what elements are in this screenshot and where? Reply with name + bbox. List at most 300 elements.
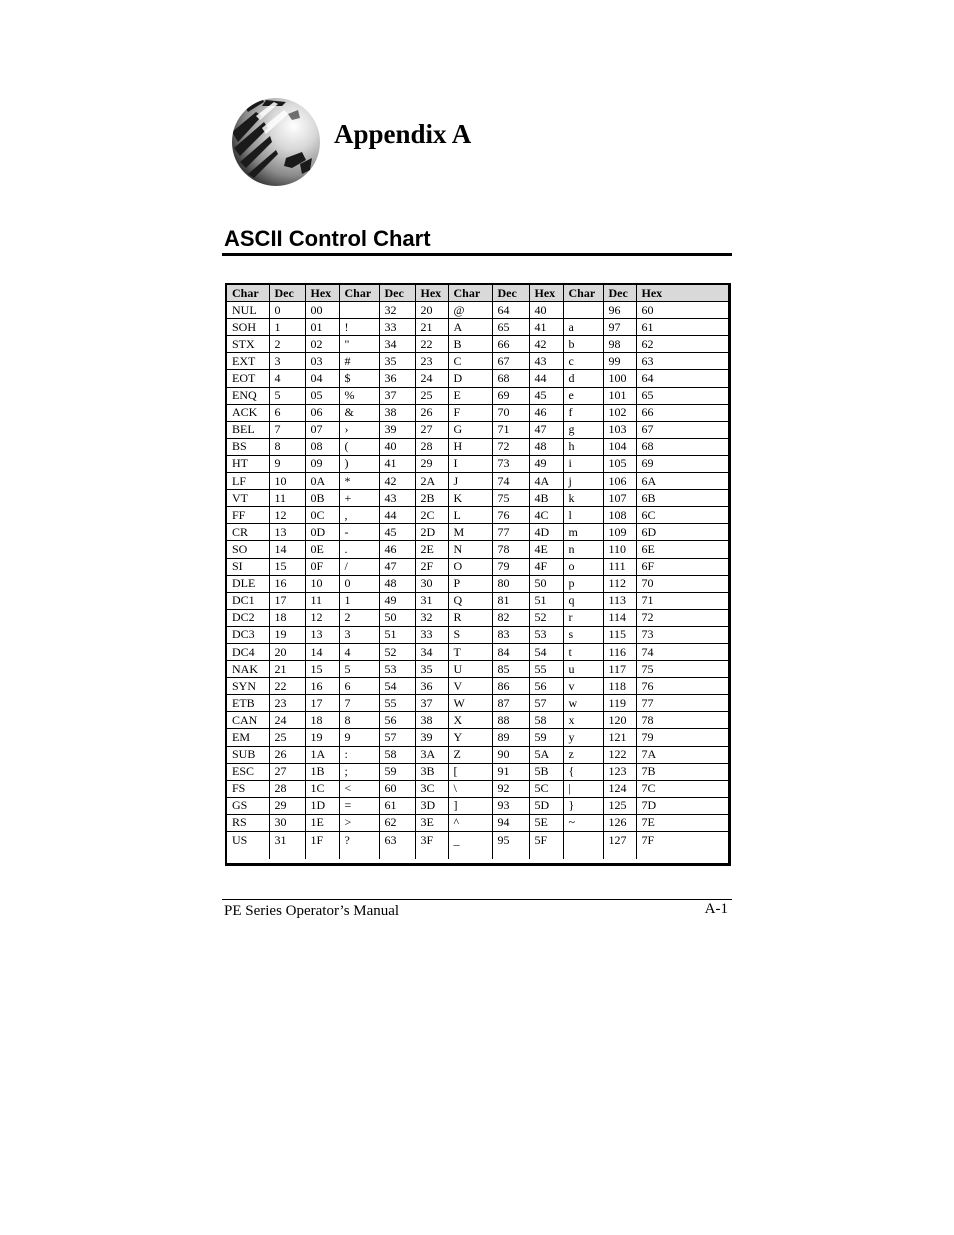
table-header-row xyxy=(227,285,728,302)
table-cell: f xyxy=(563,404,603,421)
table-cell: 102 xyxy=(603,404,636,421)
table-cell: 122 xyxy=(603,746,636,763)
table-cell: ) xyxy=(339,455,379,472)
table-cell: 15 xyxy=(305,661,339,678)
table-cell: 97 xyxy=(603,319,636,336)
table-cell: 4D xyxy=(529,524,563,541)
table-row xyxy=(227,814,728,831)
table-cell: 7F xyxy=(636,832,728,860)
globe-logo-icon xyxy=(226,92,322,188)
table-cell: 6 xyxy=(269,404,305,421)
table-cell: g xyxy=(563,421,603,438)
table-cell: 78 xyxy=(492,541,529,558)
table-cell: 4C xyxy=(529,507,563,524)
table-cell: 103 xyxy=(603,421,636,438)
table-cell: 66 xyxy=(636,404,728,421)
table-cell: V xyxy=(448,678,492,695)
table-cell: 06 xyxy=(305,404,339,421)
table-cell: 57 xyxy=(379,729,415,746)
table-cell: 3 xyxy=(339,626,379,643)
table-cell: 39 xyxy=(379,421,415,438)
table-cell: 76 xyxy=(492,507,529,524)
table-cell: + xyxy=(339,490,379,507)
table-cell: 59 xyxy=(379,763,415,780)
table-cell: 40 xyxy=(529,302,563,319)
table-cell: 119 xyxy=(603,695,636,712)
table-cell: 20 xyxy=(415,302,448,319)
table-cell: 30 xyxy=(415,575,448,592)
table-cell: 34 xyxy=(415,643,448,660)
table-row xyxy=(227,780,728,797)
table-cell: 13 xyxy=(305,626,339,643)
table-row xyxy=(227,609,728,626)
table-row xyxy=(227,729,728,746)
table-cell: 86 xyxy=(492,678,529,695)
table-cell: 0 xyxy=(269,302,305,319)
table-cell: 126 xyxy=(603,814,636,831)
table-cell: › xyxy=(339,421,379,438)
table-cell: 62 xyxy=(636,336,728,353)
table-cell: 55 xyxy=(529,661,563,678)
footer-divider xyxy=(222,899,732,900)
table-cell: 48 xyxy=(379,575,415,592)
table-cell: T xyxy=(448,643,492,660)
table-cell: 6E xyxy=(636,541,728,558)
table-cell: 18 xyxy=(305,712,339,729)
table-cell: 68 xyxy=(492,370,529,387)
table-cell: 75 xyxy=(492,490,529,507)
table-row xyxy=(227,797,728,814)
table-cell: 67 xyxy=(492,353,529,370)
column-header-dec: Dec xyxy=(492,285,529,302)
table-cell: D xyxy=(448,370,492,387)
column-header-dec: Dec xyxy=(379,285,415,302)
table-cell: 61 xyxy=(379,797,415,814)
table-cell: 41 xyxy=(379,455,415,472)
table-cell: / xyxy=(339,558,379,575)
table-cell: LF xyxy=(227,473,269,490)
table-cell: 4 xyxy=(339,643,379,660)
table-cell: 35 xyxy=(379,353,415,370)
table-cell: 80 xyxy=(492,575,529,592)
table-cell: l xyxy=(563,507,603,524)
table-cell: 87 xyxy=(492,695,529,712)
table-cell: 27 xyxy=(415,421,448,438)
table-cell: \ xyxy=(448,780,492,797)
table-cell: d xyxy=(563,370,603,387)
table-cell: 95 xyxy=(492,832,529,860)
table-cell: ; xyxy=(339,763,379,780)
table-cell: * xyxy=(339,473,379,490)
table-cell: 21 xyxy=(269,661,305,678)
table-cell: 46 xyxy=(379,541,415,558)
table-cell: 5A xyxy=(529,746,563,763)
table-cell: 100 xyxy=(603,370,636,387)
table-cell: j xyxy=(563,473,603,490)
table-cell: 73 xyxy=(636,626,728,643)
table-cell: 91 xyxy=(492,763,529,780)
table-cell: 72 xyxy=(492,438,529,455)
table-cell: 32 xyxy=(379,302,415,319)
table-cell: 49 xyxy=(529,455,563,472)
table-row xyxy=(227,387,728,404)
table-cell: 1 xyxy=(339,592,379,609)
table-row xyxy=(227,695,728,712)
table-cell: 03 xyxy=(305,353,339,370)
table-cell: 105 xyxy=(603,455,636,472)
table-cell: p xyxy=(563,575,603,592)
table-cell: 69 xyxy=(492,387,529,404)
column-header-hex: Hex xyxy=(415,285,448,302)
table-cell: 59 xyxy=(529,729,563,746)
table-cell: F xyxy=(448,404,492,421)
table-cell: 6 xyxy=(339,678,379,695)
table-cell: 5B xyxy=(529,763,563,780)
table-cell: 7 xyxy=(339,695,379,712)
table-cell: 15 xyxy=(269,558,305,575)
table-cell: 78 xyxy=(636,712,728,729)
table-cell: 12 xyxy=(269,507,305,524)
table-row xyxy=(227,541,728,558)
table-cell: BEL xyxy=(227,421,269,438)
table-cell: NUL xyxy=(227,302,269,319)
table-cell: q xyxy=(563,592,603,609)
table-cell: 84 xyxy=(492,643,529,660)
table-cell: 31 xyxy=(415,592,448,609)
table-cell: 113 xyxy=(603,592,636,609)
table-cell: 3E xyxy=(415,814,448,831)
table-cell: 28 xyxy=(415,438,448,455)
table-cell: a xyxy=(563,319,603,336)
table-cell: 25 xyxy=(269,729,305,746)
table-cell: DC1 xyxy=(227,592,269,609)
table-cell: @ xyxy=(448,302,492,319)
table-cell: 2 xyxy=(269,336,305,353)
table-cell: 54 xyxy=(379,678,415,695)
table-row xyxy=(227,661,728,678)
table-cell: s xyxy=(563,626,603,643)
table-cell: 5 xyxy=(269,387,305,404)
table-cell: G xyxy=(448,421,492,438)
table-cell: 8 xyxy=(269,438,305,455)
table-cell: 67 xyxy=(636,421,728,438)
table-cell: 33 xyxy=(415,626,448,643)
table-cell: 90 xyxy=(492,746,529,763)
table-cell: 24 xyxy=(415,370,448,387)
table-cell: 110 xyxy=(603,541,636,558)
table-cell: [ xyxy=(448,763,492,780)
table-cell: 1F xyxy=(305,832,339,860)
table-cell: 2 xyxy=(339,609,379,626)
table-cell: 58 xyxy=(529,712,563,729)
table-cell: 34 xyxy=(379,336,415,353)
table-cell: ( xyxy=(339,438,379,455)
table-cell: 48 xyxy=(529,438,563,455)
table-cell: 52 xyxy=(379,643,415,660)
table-cell: 44 xyxy=(529,370,563,387)
table-cell: o xyxy=(563,558,603,575)
table-cell: | xyxy=(563,780,603,797)
table-cell: 70 xyxy=(636,575,728,592)
table-cell: 2C xyxy=(415,507,448,524)
table-cell: v xyxy=(563,678,603,695)
table-row xyxy=(227,473,728,490)
table-cell: K xyxy=(448,490,492,507)
table-cell: 53 xyxy=(379,661,415,678)
table-cell: 6B xyxy=(636,490,728,507)
table-cell: 71 xyxy=(636,592,728,609)
table-row xyxy=(227,558,728,575)
table-cell: 44 xyxy=(379,507,415,524)
table-cell: 2D xyxy=(415,524,448,541)
table-cell: 25 xyxy=(415,387,448,404)
table-cell: 22 xyxy=(269,678,305,695)
table-cell: < xyxy=(339,780,379,797)
table-cell: 57 xyxy=(529,695,563,712)
table-cell xyxy=(563,832,603,860)
table-cell: 6D xyxy=(636,524,728,541)
table-cell: DLE xyxy=(227,575,269,592)
ascii-table-container xyxy=(225,283,731,866)
table-cell: 5 xyxy=(339,661,379,678)
table-cell: 12 xyxy=(305,609,339,626)
page-title: Appendix A xyxy=(334,119,472,149)
table-cell: 27 xyxy=(269,763,305,780)
table-cell: z xyxy=(563,746,603,763)
table-cell: NAK xyxy=(227,661,269,678)
table-cell: 0B xyxy=(305,490,339,507)
table-cell: r xyxy=(563,609,603,626)
table-cell: ? xyxy=(339,832,379,860)
column-header-char: Char xyxy=(563,285,603,302)
table-cell: u xyxy=(563,661,603,678)
table-cell: } xyxy=(563,797,603,814)
table-row xyxy=(227,575,728,592)
table-cell: 104 xyxy=(603,438,636,455)
table-cell: 8 xyxy=(339,712,379,729)
column-header-char: Char xyxy=(448,285,492,302)
table-cell: C xyxy=(448,353,492,370)
table-cell: 69 xyxy=(636,455,728,472)
table-cell: 92 xyxy=(492,780,529,797)
footer-manual-title: PE Series Operator’s Manual xyxy=(224,903,400,919)
table-cell: 19 xyxy=(305,729,339,746)
column-header-dec: Dec xyxy=(269,285,305,302)
table-cell: 3A xyxy=(415,746,448,763)
table-cell: 5E xyxy=(529,814,563,831)
table-cell: 41 xyxy=(529,319,563,336)
table-cell: 26 xyxy=(415,404,448,421)
table-cell: 96 xyxy=(603,302,636,319)
table-row xyxy=(227,319,728,336)
table-cell: , xyxy=(339,507,379,524)
table-cell: i xyxy=(563,455,603,472)
table-cell: 112 xyxy=(603,575,636,592)
table-cell: ^ xyxy=(448,814,492,831)
table-cell: FF xyxy=(227,507,269,524)
table-cell: 58 xyxy=(379,746,415,763)
table-cell: k xyxy=(563,490,603,507)
table-cell: 51 xyxy=(529,592,563,609)
table-cell: 125 xyxy=(603,797,636,814)
table-cell: 50 xyxy=(529,575,563,592)
table-cell: 16 xyxy=(305,678,339,695)
table-cell: EM xyxy=(227,729,269,746)
table-cell: 76 xyxy=(636,678,728,695)
table-cell: 47 xyxy=(529,421,563,438)
table-cell: ] xyxy=(448,797,492,814)
table-cell: 4 xyxy=(269,370,305,387)
table-cell: ESC xyxy=(227,763,269,780)
table-cell: 11 xyxy=(269,490,305,507)
table-cell: 74 xyxy=(636,643,728,660)
table-cell: 123 xyxy=(603,763,636,780)
table-cell: 09 xyxy=(305,455,339,472)
table-cell: 11 xyxy=(305,592,339,609)
table-cell: HT xyxy=(227,455,269,472)
table-row xyxy=(227,302,728,319)
table-cell: 17 xyxy=(305,695,339,712)
column-header-char: Char xyxy=(339,285,379,302)
table-row xyxy=(227,746,728,763)
table-cell: 43 xyxy=(379,490,415,507)
table-cell: 117 xyxy=(603,661,636,678)
table-cell: 36 xyxy=(415,678,448,695)
table-row xyxy=(227,832,728,860)
table-cell: 45 xyxy=(379,524,415,541)
table-cell: 5D xyxy=(529,797,563,814)
table-cell: > xyxy=(339,814,379,831)
table-cell: h xyxy=(563,438,603,455)
column-header-hex: Hex xyxy=(529,285,563,302)
table-cell: 39 xyxy=(415,729,448,746)
table-cell: 10 xyxy=(305,575,339,592)
table-cell: 3D xyxy=(415,797,448,814)
table-cell: % xyxy=(339,387,379,404)
table-row xyxy=(227,353,728,370)
table-cell: 1B xyxy=(305,763,339,780)
footer-page-number: A-1 xyxy=(704,901,728,917)
table-cell: 77 xyxy=(636,695,728,712)
table-cell: 7E xyxy=(636,814,728,831)
table-cell: SYN xyxy=(227,678,269,695)
table-cell: 3F xyxy=(415,832,448,860)
table-cell: 49 xyxy=(379,592,415,609)
table-cell: 3 xyxy=(269,353,305,370)
table-cell: 0F xyxy=(305,558,339,575)
table-cell: 01 xyxy=(305,319,339,336)
table-cell: 46 xyxy=(529,404,563,421)
table-cell: 17 xyxy=(269,592,305,609)
table-cell: 29 xyxy=(269,797,305,814)
table-cell: 52 xyxy=(529,609,563,626)
table-row xyxy=(227,490,728,507)
table-cell: E xyxy=(448,387,492,404)
table-cell: SUB xyxy=(227,746,269,763)
table-cell: 38 xyxy=(379,404,415,421)
table-cell: 6A xyxy=(636,473,728,490)
table-cell: 120 xyxy=(603,712,636,729)
table-cell: 121 xyxy=(603,729,636,746)
table-cell: 81 xyxy=(492,592,529,609)
table-cell: 72 xyxy=(636,609,728,626)
table-cell: 3B xyxy=(415,763,448,780)
table-cell: 56 xyxy=(529,678,563,695)
table-cell: w xyxy=(563,695,603,712)
table-cell: 45 xyxy=(529,387,563,404)
table-cell: H xyxy=(448,438,492,455)
table-cell: 109 xyxy=(603,524,636,541)
table-cell: 5F xyxy=(529,832,563,860)
table-cell: S xyxy=(448,626,492,643)
table-cell: 10 xyxy=(269,473,305,490)
table-cell: 37 xyxy=(415,695,448,712)
table-cell: 51 xyxy=(379,626,415,643)
table-cell: 107 xyxy=(603,490,636,507)
table-cell: VT xyxy=(227,490,269,507)
table-cell: 79 xyxy=(636,729,728,746)
table-cell: 40 xyxy=(379,438,415,455)
table-cell: FS xyxy=(227,780,269,797)
table-cell: EXT xyxy=(227,353,269,370)
table-cell: : xyxy=(339,746,379,763)
table-cell: X xyxy=(448,712,492,729)
table-cell: 19 xyxy=(269,626,305,643)
table-cell: 2B xyxy=(415,490,448,507)
table-cell: 64 xyxy=(636,370,728,387)
table-cell: e xyxy=(563,387,603,404)
table-cell: 77 xyxy=(492,524,529,541)
table-row xyxy=(227,712,728,729)
table-cell: 37 xyxy=(379,387,415,404)
table-cell: 36 xyxy=(379,370,415,387)
table-cell: = xyxy=(339,797,379,814)
table-cell: 73 xyxy=(492,455,529,472)
table-cell: 6F xyxy=(636,558,728,575)
table-cell: 75 xyxy=(636,661,728,678)
table-cell: 124 xyxy=(603,780,636,797)
table-cell: y xyxy=(563,729,603,746)
table-cell: t xyxy=(563,643,603,660)
table-cell: SI xyxy=(227,558,269,575)
section-divider xyxy=(222,253,732,256)
table-cell: M xyxy=(448,524,492,541)
table-cell: 108 xyxy=(603,507,636,524)
table-cell: P xyxy=(448,575,492,592)
table-cell: 65 xyxy=(492,319,529,336)
table-cell: 07 xyxy=(305,421,339,438)
table-cell: SOH xyxy=(227,319,269,336)
table-cell: 42 xyxy=(379,473,415,490)
table-cell: 7D xyxy=(636,797,728,814)
table-cell: 83 xyxy=(492,626,529,643)
table-row xyxy=(227,507,728,524)
table-cell: GS xyxy=(227,797,269,814)
table-cell: 63 xyxy=(636,353,728,370)
table-cell: 4F xyxy=(529,558,563,575)
table-cell: 61 xyxy=(636,319,728,336)
table-cell: 43 xyxy=(529,353,563,370)
table-cell: 54 xyxy=(529,643,563,660)
table-row xyxy=(227,336,728,353)
table-cell: DC4 xyxy=(227,643,269,660)
table-cell: J xyxy=(448,473,492,490)
table-cell: 00 xyxy=(305,302,339,319)
column-header-char: Char xyxy=(227,285,269,302)
table-cell: 68 xyxy=(636,438,728,455)
table-cell: 71 xyxy=(492,421,529,438)
table-row xyxy=(227,455,728,472)
